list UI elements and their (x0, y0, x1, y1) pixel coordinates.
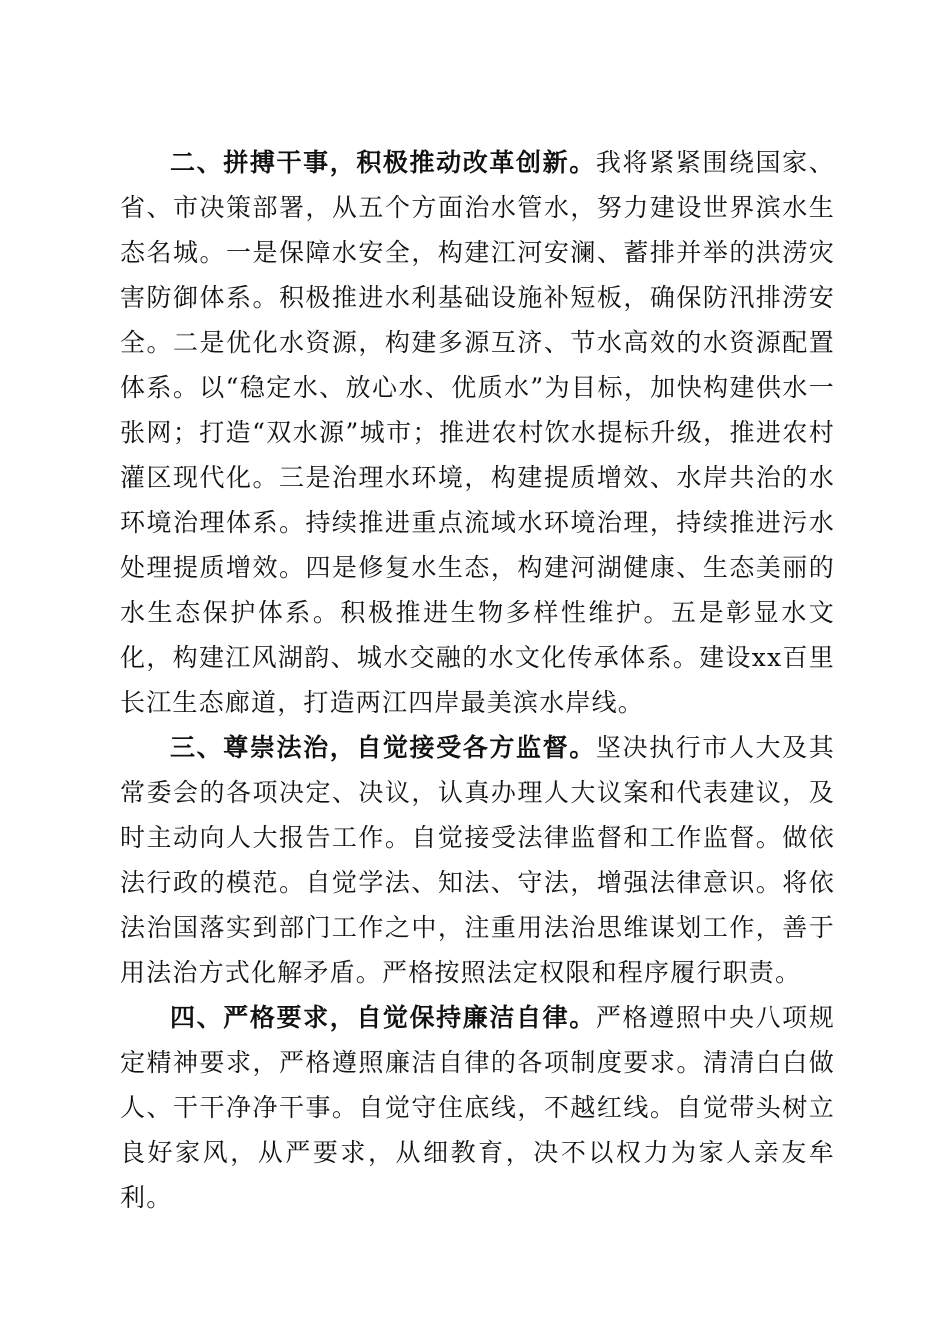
section-four-heading: 四、严格要求，自觉保持廉洁自律。 (170, 1003, 596, 1032)
section-two-heading: 二、拼搏干事，积极推动改革创新。 (170, 148, 596, 177)
section-three-heading: 三、尊崇法治，自觉接受各方监督。 (170, 733, 596, 762)
section-three-body: 坚决执行市人大及其常委会的各项决定、决议，认真办理人大议案和代表建议，及时主动向人大报告工作。自觉接受法律监督和工作监督。做依法行政的模范。自觉学法、知法、守法，增强法律意识。将依法治国落实到部门工作之中，注重用法治思维谋划工作，善于用法治方式化解矛盾。严格按照法定权限和程序履行职责。 (120, 733, 835, 987)
document-body (120, 140, 835, 1220)
section-three-paragraph (120, 725, 835, 995)
section-four-paragraph (120, 995, 835, 1220)
section-two-body: 我将紧紧围绕国家、省、市决策部署，从五个方面治水管水，努力建设世界滨水生态名城。一是保障水安全，构建江河安澜、蓄排并举的洪涝灾害防御体系。积极推进水利基础设施补短板，确保防汛排涝安全。二是优化水资源，构建多源互济、节水高效的水资源配置体系。以“稳定水、放心水、优质水”为目标，加快构建供水一张网；打造“双水源”城市；推进农村饮水提标升级，推进农村灌区现代化。三是治理水环境，构建提质增效、水岸共治的水环境治理体系。持续推进重点流域水环境治理，持续推进污水处理提质增效。四是修复水生态，构建河湖健康、生态美丽的水生态保护体系。积极推进生物多样性维护。五是彰显水文化，构建江风湖韵、城水交融的水文化传承体系。建设xx百里长江生态廊道，打造两江四岸最美滨水岸线。 (120, 148, 835, 717)
section-two-paragraph (120, 140, 835, 725)
section-four-body: 严格遵照中央八项规定精神要求，严格遵照廉洁自律的各项制度要求。清清白白做人、干干净净干事。自觉守住底线，不越红线。自觉带头树立良好家风，从严要求，从细教育，决不以权力为家人亲友牟利。 (120, 1003, 835, 1212)
